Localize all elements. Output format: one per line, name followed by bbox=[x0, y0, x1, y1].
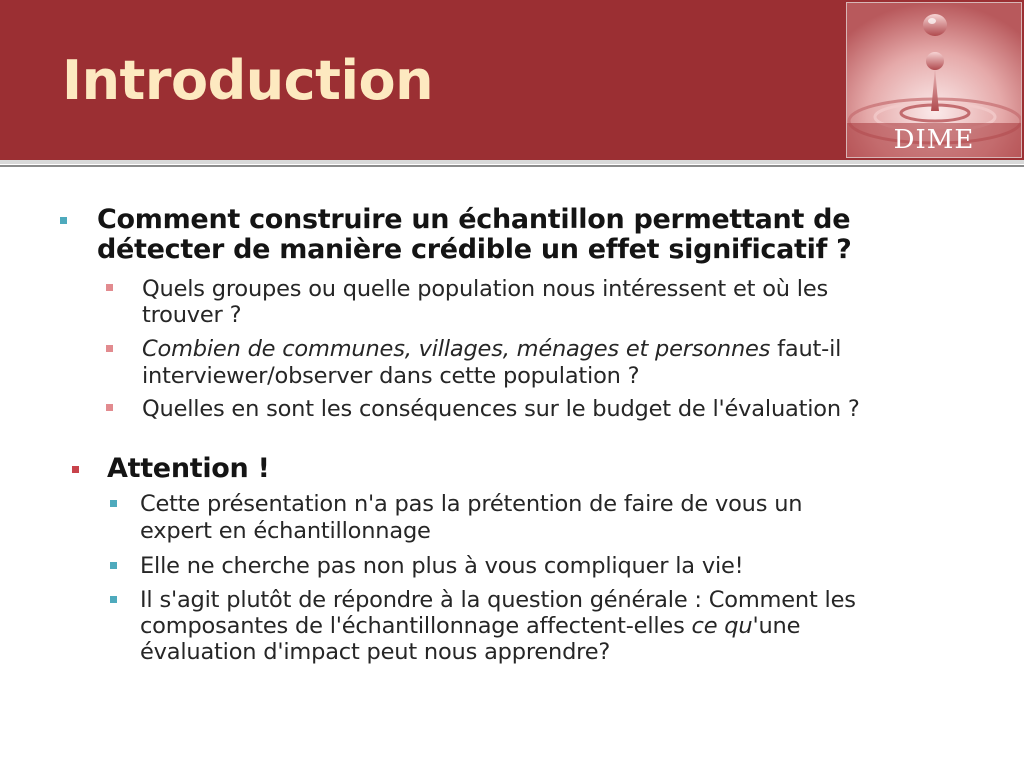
text: faut-il bbox=[770, 336, 842, 362]
section2-item3-line1: Il s'agit plutôt de répondre à la question générale : Comment les bbox=[140, 587, 856, 613]
bullet-icon bbox=[110, 596, 117, 603]
logo-text: DIME bbox=[893, 125, 975, 155]
bullet-icon bbox=[106, 345, 113, 352]
section1-item2-line2: interviewer/observer dans cette population ? bbox=[142, 363, 640, 389]
italic-text: Combien de communes, villages, ménages et personnes bbox=[142, 336, 771, 362]
bullet-icon bbox=[110, 562, 117, 569]
bullet-icon bbox=[60, 217, 67, 224]
text: une bbox=[758, 613, 801, 639]
bullet-icon bbox=[110, 500, 117, 507]
section2-item2-line1: Elle ne cherche pas non plus à vous compliquer la vie! bbox=[140, 553, 744, 579]
section1-item3-line1: Quelles en sont les conséquences sur le budget de l'évaluation ? bbox=[142, 396, 860, 422]
section2-item3-line2 bbox=[140, 615, 800, 638]
dime-logo bbox=[846, 2, 1022, 158]
section1-item2-line1 bbox=[142, 338, 841, 361]
section1-heading-line2: détecter de manière crédible un effet significatif ? bbox=[97, 234, 852, 265]
header-divider-dark bbox=[0, 165, 1024, 167]
italic-text: ce qu' bbox=[691, 613, 759, 639]
section2-item3-line3: évaluation d'impact peut nous apprendre? bbox=[140, 639, 611, 665]
section1-item1-line1: Quels groupes ou quelle population nous intéressent et où les bbox=[142, 276, 829, 302]
section2-heading: Attention ! bbox=[107, 453, 270, 484]
section2-item1-line2: expert en échantillonnage bbox=[140, 518, 431, 544]
section1-heading-line1: Comment construire un échantillon permettant de bbox=[97, 204, 851, 235]
bullet-icon bbox=[106, 404, 113, 411]
section2-item1-line1: Cette présentation n'a pas la prétention de faire de vous un bbox=[140, 491, 803, 517]
bullet-icon bbox=[72, 466, 79, 473]
header-divider-light bbox=[0, 160, 1024, 164]
text: composantes de l'échantillonnage affectent-elles bbox=[140, 613, 692, 639]
section1-item1-line2: trouver ? bbox=[142, 302, 242, 328]
bullet-icon bbox=[106, 284, 113, 291]
slide-title: Introduction bbox=[62, 49, 434, 112]
